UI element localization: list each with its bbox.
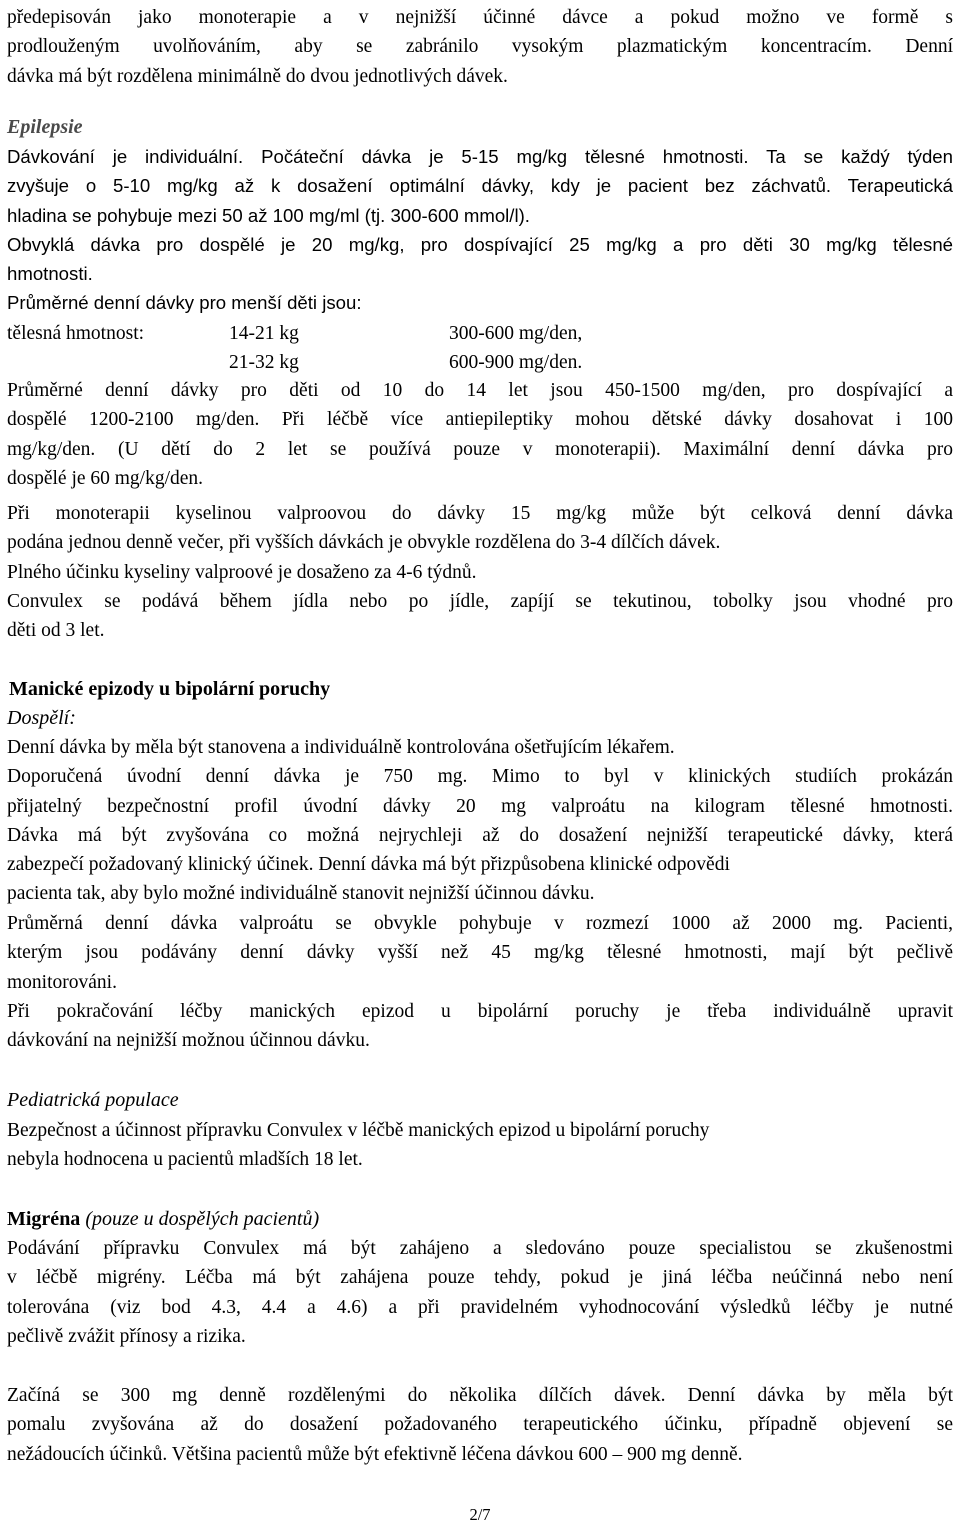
monotherapy-paragraph [7,499,953,587]
text-line: Obvyklá dávka pro dospělé je 20 mg/kg, pro dospívající 25 mg/kg a pro děti 30 mg/kg tělesné [7,234,953,255]
text-line: Doporučená úvodní denní dávka je 750 mg. Mimo to byl v klinických studiích prokázán [7,766,953,788]
page-number: 2/7 [469,1505,491,1524]
text-line: Denní dávka by měla být stanovena a individuálně kontrolována ošetřujícím lékařem. [7,737,675,758]
text-line: pomalu zvyšována až do dosažení požadovaného terapeutického účinku, případně objevení se [7,1414,953,1436]
migraine-dosing-paragraph [7,1381,953,1469]
table-row [7,319,953,348]
text-line: mg/kg/den. (U dětí do 2 let se používá pouze v monoterapii). Maximální denní dávka pro [7,438,953,460]
text-line: Bezpečnost a účinnost přípravku Convulex v léčbě manických epizod u bipolární poruchy [7,1120,710,1141]
text-line: Začíná se 300 mg denně rozdělenými do několika dílčích dávek. Denní dávka by měla být [7,1385,953,1406]
epilepsy-para1 [7,142,953,230]
epilepsy-para2 [7,230,953,289]
manic-paragraph-a [7,733,953,909]
epilepsy-para3 [7,376,953,493]
manic-paragraph-c [7,997,953,1056]
text-line: dávkování na nejnižší možnou účinnou dávku. [7,1030,370,1052]
text-line: Convulex se podává během jídla nebo po jídle, zapíjí se tekutinou, tobolky jsou vhodné pro [7,591,953,612]
text-line: monitorováni. [7,971,117,993]
text-line: Při monoterapii kyselinou valproovou do dávky 15 mg/kg může být celková denní dávka [7,503,953,524]
text-line: Plného účinku kyseliny valproové je dosaženo za 4-6 týdnů. [7,561,477,583]
convulex-paragraph [7,587,953,646]
text-line: Průměrná denní dávka valproátu se obvykle pohybuje v rozmezí 1000 až 2000 mg. Pacienti, [7,913,953,934]
weight-label: tělesná hmotnost: [7,323,145,344]
text-line: Průměrné denní dávky pro děti od 10 do 14 let jsou 450-1500 mg/den, pro dospívající a [7,380,953,401]
text-line: zvyšuje o 5-10 mg/kg až k dosažení optimální dávky, kdy je pacient bez záchvatů. Terapeutická [7,175,953,197]
text-line: dospělé 1200-2100 mg/den. Při léčbě více antiepileptiky mohou dětské dávky dosahovat i 100 [7,409,953,431]
text-line: kterým jsou podávány denní dávky vyšší než 45 mg/kg tělesné hmotnosti, mají být pečlivě [7,942,953,964]
text-line: děti od 3 let. [7,620,105,642]
text-line: zabezpečí požadovaný klinický účinek. Denní dávka má být přizpůsobena klinické odpovědi [7,854,730,876]
text-line: dávka má být rozdělena minimálně do dvou jednotlivých dávek. [7,65,508,87]
weight-dose-table [7,319,953,378]
text-line: přijatelný bezpečnostní profil úvodní dávky 20 mg valproátu na kilogram tělesné hmotnosti. [7,795,953,817]
dose-value: 300-600 mg/den, [449,323,583,344]
text-line: nebyla hodnocena u pacientů mladších 18 let. [7,1149,363,1171]
pediatric-heading: Pediatrická populace [7,1089,179,1111]
text-line: Podávání přípravku Convulex má být zahájeno a sledováno pouze specialistou se zkušenostmi [7,1238,953,1259]
weight-range: 21-32 kg [229,352,299,374]
avg-dose-intro: Průměrné denní dávky pro menší děti jsou: [7,292,362,313]
text-line: Dávkování je individuální. Počáteční dávka je 5-15 mg/kg tělesné hmotnosti. Ta se každý týden [7,146,953,167]
text-line: pečlivě zvážit přínosy a rizika. [7,1325,246,1347]
table-row [7,348,953,377]
epilepsy-heading: Epilepsie [7,116,83,138]
weight-range: 14-21 kg [229,323,299,344]
text-line: Při pokračování léčby manických epizod u bipolární poruchy je třeba individuálně upravit [7,1001,953,1022]
text-line: podána jednou denně večer, při vyšších dávkách je obvykle rozdělena do 3-4 dílčích dávek. [7,532,721,554]
migraine-heading: Migréna (pouze u dospělých pacientů) [7,1208,320,1230]
intro-paragraph [7,3,953,91]
text-line: hladina se pohybuje mezi 50 až 100 mg/ml (tj. 300-600 mmol/l). [7,204,530,226]
pediatric-paragraph [7,1116,953,1175]
migraine-paragraph [7,1234,953,1351]
text-line: Dávka má být zvyšována co možná nejrychleji až do dosažení nejnižší terapeutické dávky, která [7,824,953,846]
text-line: předepisován jako monoterapie a v nejnižší účinné dávce a pokud možno ve formě s [7,7,953,28]
manic-heading: Manické epizody u bipolární poruchy [9,678,331,700]
text-line: v léčbě migrény. Léčba má být zahájena pouze tehdy, pokud je jiná léčba neúčinná nebo není [7,1267,953,1289]
text-line: prodlouženým uvolňováním, aby se zabránilo vysokým plazmatickým koncentracím. Denní [7,36,953,58]
text-line: tolerována (viz bod 4.3, 4.4 a 4.6) a při pravidelném vyhodnocování výsledků léčby je nutné [7,1296,953,1318]
text-line: hmotnosti. [7,263,93,285]
manic-subheading: Dospělí: [7,707,76,729]
manic-paragraph-b [7,909,953,997]
text-line: nežádoucích účinků. Většina pacientů může být efektivně léčena dávkou 600 – 900 mg denně. [7,1443,743,1465]
dose-value: 600-900 mg/den. [449,352,583,374]
text-line: pacienta tak, aby bylo možné individuálně stanovit nejnižší účinnou dávku. [7,883,595,905]
text-line: dospělé je 60 mg/kg/den. [7,467,204,489]
